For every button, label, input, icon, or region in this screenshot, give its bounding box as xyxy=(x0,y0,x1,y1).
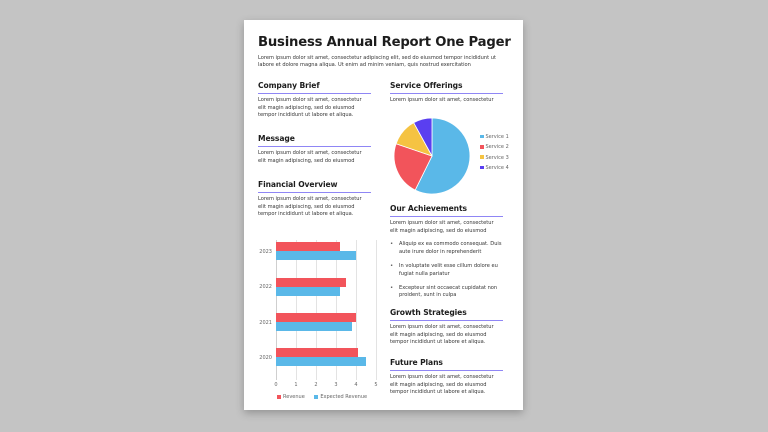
legend-label: Service 1 xyxy=(485,134,509,140)
gridline xyxy=(376,240,377,380)
achievements-list xyxy=(390,241,503,300)
year-label: 2023 xyxy=(259,249,272,255)
section-body: Lorem ipsum dolor sit amet, consectetur elit magin adipiscing, sed do eiusmod tempor incididunt ut labore et aliqua. xyxy=(258,97,362,119)
section-body: Lorem ipsum dolor sit amet, consectetur elit magin adipiscing, sed do eiusmod xyxy=(258,150,362,164)
x-tick: 3 xyxy=(334,382,338,388)
legend-label: Revenue xyxy=(283,394,305,400)
list-item: • In voluptate velit esse cillum dolore eu fugiat nulla pariatur xyxy=(390,263,503,278)
list-item: • Aliquip ex ea commodo consequat. Duis aute irure dolor in reprehenderit xyxy=(390,241,503,256)
page-subtitle: Lorem ipsum dolor sit amet, consectetur adipiscing elit, sed do eiusmod tempor incididunt ut labore et dolore magna aliqua. Ut enim ad minim veniam, quis nostrud exercitation xyxy=(258,55,496,69)
x-tick: 2 xyxy=(314,382,318,388)
pie-legend-item xyxy=(480,134,509,144)
legend-dot xyxy=(480,155,484,159)
pie-legend-item xyxy=(480,165,509,175)
section-body: Lorem ipsum dolor sit amet, consectetur elit magin adipiscing, sed do eiusmod tempor incididunt ut labore et aliqua. xyxy=(390,374,494,396)
year-label: 2021 xyxy=(259,320,272,326)
legend-label: Service 3 xyxy=(485,154,509,161)
bar-expected-2021 xyxy=(276,322,352,331)
list-item: • Excepteur sint occaecat cupidatat non proident, sunt in culpa xyxy=(390,285,503,300)
section-heading: Financial Overview xyxy=(258,180,371,193)
bar-expected-2023 xyxy=(276,251,356,260)
section-heading: Future Plans xyxy=(390,358,503,371)
section-company-brief xyxy=(258,81,371,120)
page-title: Business Annual Report One Pager xyxy=(258,35,511,50)
section-heading: Service Offerings xyxy=(390,81,503,94)
legend-dot xyxy=(480,145,484,149)
year-label: 2022 xyxy=(259,284,272,290)
x-tick: 5 xyxy=(374,382,378,388)
pie-svg xyxy=(392,116,472,196)
section-body: Lorem ipsum dolor sit amet, consectetur xyxy=(390,97,494,103)
section-message xyxy=(258,134,371,165)
legend-label: Service 2 xyxy=(485,144,509,151)
year-label: 2020 xyxy=(259,355,272,361)
section-heading: Our Achievements xyxy=(390,204,503,217)
section-future-plans xyxy=(390,358,503,397)
report-page xyxy=(244,20,523,410)
bar-revenue-2022 xyxy=(276,278,346,287)
legend-swatch xyxy=(277,395,281,399)
section-growth-strategies xyxy=(390,308,503,347)
bar-revenue-2020 xyxy=(276,348,358,357)
legend-label: Expected Revenue xyxy=(320,394,368,400)
section-financial-overview xyxy=(258,180,371,219)
legend-dot xyxy=(480,166,484,170)
x-tick: 0 xyxy=(274,382,278,388)
service-pie-chart xyxy=(392,116,472,196)
financial-bar-chart xyxy=(252,238,382,403)
section-body: Lorem ipsum dolor sit amet, consectetur elit magin adipiscing, sed do eiusmod tempor incididunt ut labore et aliqua. xyxy=(390,324,494,346)
pie-legend-item xyxy=(480,155,509,165)
section-our-achievements xyxy=(390,204,503,306)
legend-label: Service 4 xyxy=(485,164,509,171)
bar-expected-2020 xyxy=(276,357,366,366)
legend-dot xyxy=(480,135,484,139)
legend-item-expected-revenue xyxy=(314,394,367,400)
section-heading: Message xyxy=(258,134,371,147)
pie-legend-item xyxy=(480,144,509,154)
section-body: Lorem ipsum dolor sit amet, consectetur elit magin adipiscing, sed do eiusmod xyxy=(390,220,494,234)
section-heading: Company Brief xyxy=(258,81,371,94)
bar-revenue-2021 xyxy=(276,313,356,322)
x-tick: 4 xyxy=(354,382,358,388)
section-body: Lorem ipsum dolor sit amet, consectetur elit magin adipiscing, sed do eiusmod tempor incididunt ut labore et aliqua. xyxy=(258,196,362,218)
bar-revenue-2023 xyxy=(276,242,340,251)
section-service-offerings xyxy=(390,81,503,105)
bar-expected-2022 xyxy=(276,287,340,296)
bar-chart-legend xyxy=(277,394,375,400)
legend-item-revenue xyxy=(277,394,306,400)
x-tick: 1 xyxy=(294,382,298,388)
legend-swatch xyxy=(314,395,318,399)
section-heading: Growth Strategies xyxy=(390,308,503,321)
pie-legend xyxy=(480,134,509,175)
